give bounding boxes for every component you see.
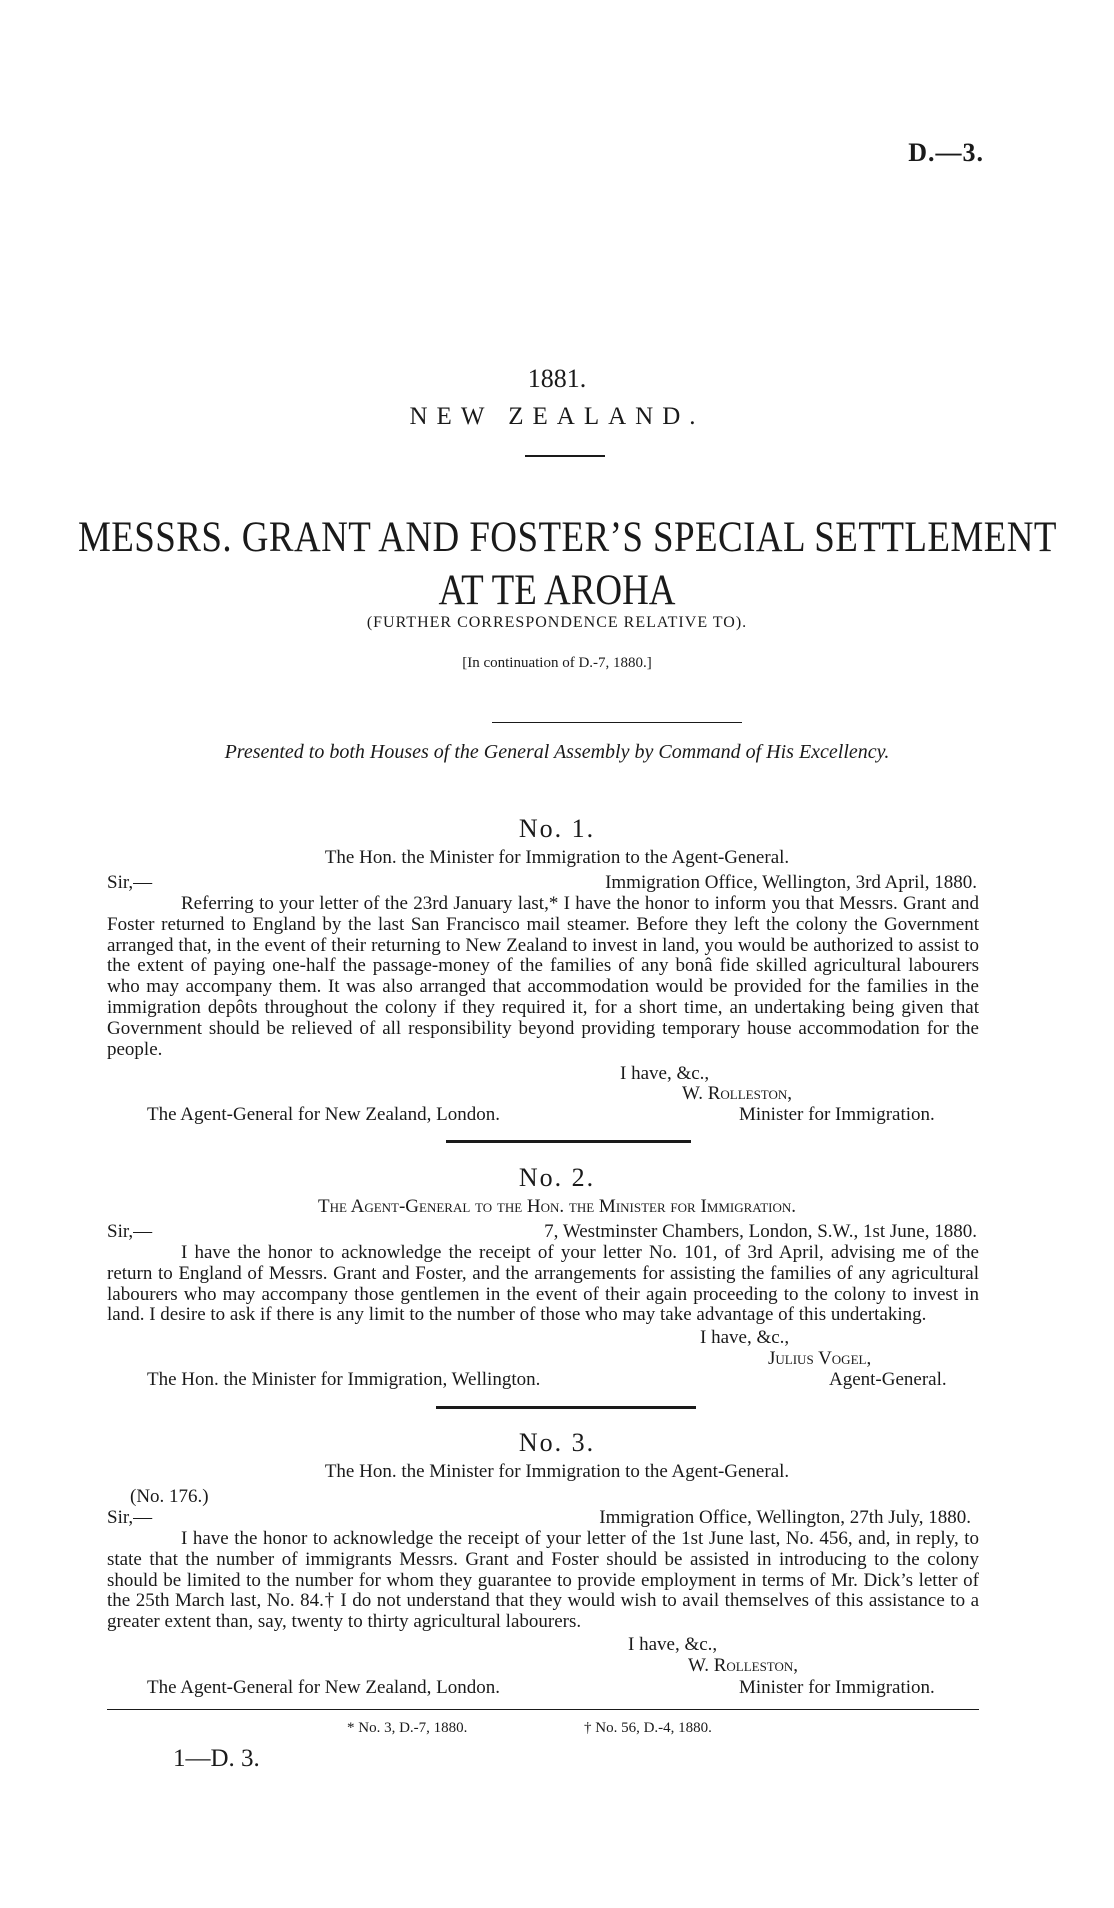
document-title-line1: MESSRS. GRANT AND FOSTER’S SPECIAL SETTLEMENT	[77, 514, 1057, 561]
letter-3-body	[107, 1529, 979, 1633]
letter-2-addressee: The Hon. the Minister for Immigration, Wellington.	[147, 1369, 541, 1390]
letter-3-heading: The Hon. the Minister for Immigration to the Agent-General.	[324, 1461, 790, 1482]
document-reference: D.—3.	[908, 138, 984, 167]
letter-1-number: No. 1.	[518, 814, 596, 843]
letter-3-signatory-title: Minister for Immigration.	[739, 1677, 935, 1698]
document-year: 1881.	[527, 364, 587, 393]
letter-1-signatory-title: Minister for Immigration.	[739, 1104, 935, 1125]
letter-1-salutation: Sir,—	[107, 872, 153, 893]
document-country: NEW ZEALAND.	[409, 403, 705, 430]
letter-1-address: Immigration Office, Wellington, 3rd April, 1880.	[605, 872, 977, 893]
letter-3-signatory: W. Rolleston,	[688, 1655, 799, 1676]
footnote-2: † No. 56, D.-4, 1880.	[584, 1720, 712, 1736]
letter-2-signatory-title: Agent-General.	[829, 1369, 947, 1390]
letter-3-number: No. 3.	[518, 1428, 596, 1457]
letter-2-number: No. 2.	[518, 1163, 596, 1192]
footnote-rule	[107, 1709, 979, 1710]
letter-3-ref-number: (No. 176.)	[130, 1486, 209, 1507]
letter-2-body	[107, 1243, 979, 1326]
footnote-1: * No. 3, D.-7, 1880.	[347, 1720, 468, 1736]
letter-1-addressee: The Agent-General for New Zealand, London.	[147, 1104, 500, 1125]
letter-divider-2	[436, 1406, 696, 1409]
letter-3-address: Immigration Office, Wellington, 27th July, 1880.	[599, 1507, 971, 1528]
document-title-line2: AT TE AROHA	[438, 567, 676, 614]
page-identifier: 1—D. 3.	[173, 1745, 260, 1772]
letter-1-closing: I have, &c.,	[620, 1063, 710, 1084]
letter-divider-1	[446, 1140, 691, 1143]
letter-3-addressee: The Agent-General for New Zealand, London.	[147, 1677, 500, 1698]
letter-1-paragraph: Referring to your letter of the 23rd January last,* I have the honor to inform you that Messrs. Grant and Foster returned to England by the last San Francisco mail steamer. Before they left the colony the Government arranged that, in the event of their returning to New Zealand to invest in land, you would be authorized to assist to the extent of paying one-half the passage-money of the families of any bonâ fide skilled agricultural labourers who may accompany them. It was also arranged that accommodation would be provided for the families in the immigration depôts throughout the colony if they required it, for a short time, an undertaking being given that Government should be relieved of all responsibility beyond providing temporary house accommodation for the people.	[107, 893, 979, 1060]
letter-3-paragraph: I have the honor to acknowledge the receipt of your letter of the 1st June last, No. 456, and, in reply, to state that the number of immigrants Messrs. Grant and Foster should be assisted in introducing to the colony should be limited to the number for whom they guarantee to provide employment in terms of Mr. Dick’s letter of the 25th March last, No. 84.† I do not understand that they would wish to avail themselves of this assistance to a greater extent than, say, twenty to thirty agricultural labourers.	[107, 1528, 979, 1633]
title-divider	[525, 455, 605, 457]
letter-2-heading: The Agent-General to the Hon. the Minister for Immigration.	[317, 1196, 797, 1217]
letter-3-salutation: Sir,—	[107, 1507, 153, 1528]
letter-2-paragraph: I have the honor to acknowledge the receipt of your letter No. 101, of 3rd April, advising me of the return to England of Messrs. Grant and Foster, and the arrangements for assisting the families of any agricultural labourers who may accompany those gentlemen in the event of their again proceeding to the colony to invest in land. I desire to ask if there is any limit to the number of those who may take advantage of this undertaking.	[107, 1242, 979, 1326]
presented-line: Presented to both Houses of the General Assembly by Command of His Excellency.	[224, 741, 890, 763]
letter-3-closing: I have, &c.,	[628, 1634, 718, 1655]
presented-top-rule	[492, 722, 742, 723]
letter-2-salutation: Sir,—	[107, 1221, 153, 1242]
letter-2-signatory: Julius Vogel,	[768, 1348, 872, 1369]
letter-1-body	[107, 894, 979, 1060]
letter-2-closing: I have, &c.,	[700, 1327, 790, 1348]
continuation-note: [In continuation of D.-7, 1880.]	[462, 655, 652, 671]
letter-2-address: 7, Westminster Chambers, London, S.W., 1st June, 1880.	[544, 1221, 977, 1242]
document-subtitle: (FURTHER CORRESPONDENCE RELATIVE TO).	[366, 614, 748, 631]
letter-1-heading: The Hon. the Minister for Immigration to the Agent-General.	[324, 847, 790, 868]
letter-1-signatory: W. Rolleston,	[682, 1083, 793, 1104]
